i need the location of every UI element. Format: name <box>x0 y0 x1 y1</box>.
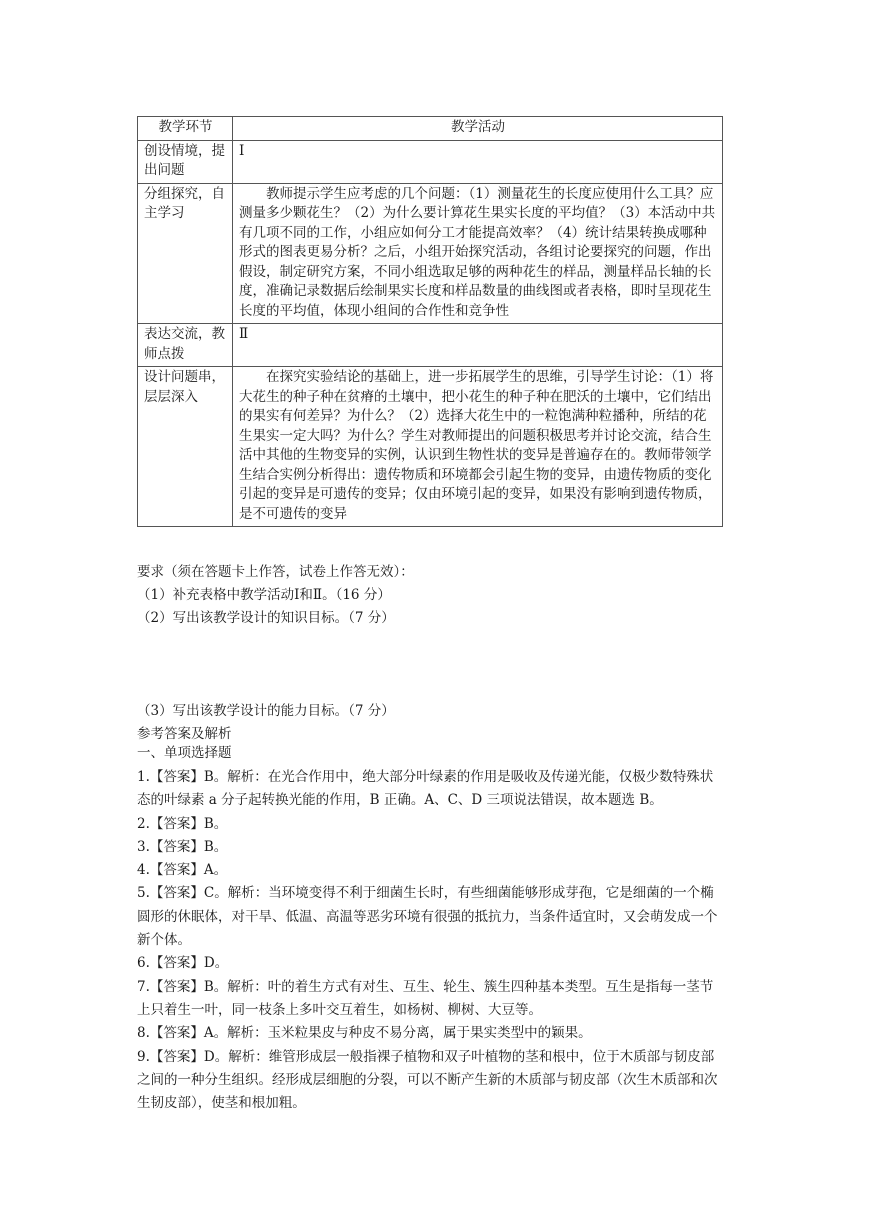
table-row <box>138 367 723 527</box>
answer-item: 4.【答案】A。 <box>137 862 228 879</box>
question-1: （1）补充表格中教学活动Ⅰ和Ⅱ。（16 分） <box>137 587 391 603</box>
teaching-design-table <box>137 116 723 527</box>
answer-item: 5.【答案】C。解析：当环境变得不利于细菌生长时，有些细菌能够形成芽孢，它是细菌的一个椭圆形的休眠体，对干旱、低温、高温等恶劣环境有很强的抵抗力，当条件适宜时，又会萌发成一个新个体。 <box>137 885 718 949</box>
requirements-intro: 要求（须在答题卡上作答，试卷上作答无效）： <box>137 564 414 580</box>
table-header-row <box>138 117 723 141</box>
header-stage: 教学环节 <box>138 117 233 141</box>
answer-item: 3.【答案】B。 <box>137 838 228 855</box>
stage-cell: 表达交流，教师点拨 <box>138 324 233 367</box>
answer-item: 1.【答案】B。解析：在光合作用中，绝大部分叶绿素的作用是吸收及传递光能，仅极少数特殊状态的叶绿素 a 分子起转换光能的作用，B 正确。A、C、D 三项说法错误，故本题选 B。 <box>137 769 714 809</box>
activity-cell: 在探究实验结论的基础上，进一步拓展学生的思维，引导学生讨论：（1）将大花生的种子种在贫瘠的土壤中，把小花生的种子种在肥沃的土壤中，它们结出的果实有何差异？为什么？（2）选择大花生中的一粒饱满种粒播种，所结的花生果实一定大吗？为什么？学生对教师提出的问题积极思考并讨论交流，结合生活中其他的生物变异的实例，认识到生物性状的变异是普遍存在的。教师带领学生结合实例分析得出：遗传物质和环境都会引起生物的变异，由遗传物质的变化引起的变异是可遗传的变异；仅由环境引起的变异，如果没有影响到遗传物质，是不可遗传的变异 <box>233 367 723 527</box>
table-row <box>138 324 723 367</box>
answer-item: 7.【答案】B。解析：叶的着生方式有对生、互生、轮生、簇生四种基本类型。互生是指每一茎节上只着生一叶，同一枝条上多叶交互着生，如杨树、柳树、大豆等。 <box>137 978 714 1018</box>
stage-cell: 设计问题串，层层深入 <box>138 367 233 527</box>
activity-cell: 教师提示学生应考虑的几个问题：（1）测量花生的长度应使用什么工具？应测量多少颗花生？（2）为什么要计算花生果实长度的平均值？（3）本活动中共有几项不同的工作，小组应如何分工才能提高效率？（4）统计结果转换成哪种形式的图表更易分析？之后，小组开始探究活动，各组讨论要探究的问题，作出假设，制定研究方案，不同小组选取足够的两种花生的样品，测量样品长轴的长度，准确记录数据后绘制果实长度和样品数量的曲线图或者表格，即时呈现花生长度的平均值，体现小组间的合作性和竞争性 <box>233 183 723 324</box>
answer-item: 6.【答案】D。 <box>137 955 229 972</box>
section-heading: 一、单项选择题 <box>137 745 232 761</box>
activity-placeholder-1: Ⅰ <box>233 140 723 183</box>
stage-cell: 创设情境，提出问题 <box>138 140 233 183</box>
answer-item: 9.【答案】D。解析：维管形成层一般指裸子植物和双子叶植物的茎和根中，位于木质部与韧皮部之间的一种分生组织。经形成层细胞的分裂，可以不断产生新的木质部与韧皮部（次生木质部和次生韧皮部），使茎和根加粗。 <box>137 1048 718 1112</box>
table-row <box>138 183 723 324</box>
answers-heading: 参考答案及解析 <box>137 726 232 742</box>
table-row <box>138 140 723 183</box>
question-2: （2）写出该教学设计的知识目标。（7 分） <box>137 610 395 626</box>
answer-item: 8.【答案】A。解析：玉米粒果皮与种皮不易分离，属于果实类型中的颖果。 <box>137 1025 592 1042</box>
activity-placeholder-2: Ⅱ <box>233 324 723 367</box>
answer-item: 2.【答案】B。 <box>137 815 228 832</box>
stage-cell: 分组探究，自主学习 <box>138 183 233 324</box>
header-activity: 教学活动 <box>233 117 723 141</box>
question-3: （3）写出该教学设计的能力目标。（7 分） <box>137 703 395 719</box>
answer-list <box>137 766 722 1115</box>
